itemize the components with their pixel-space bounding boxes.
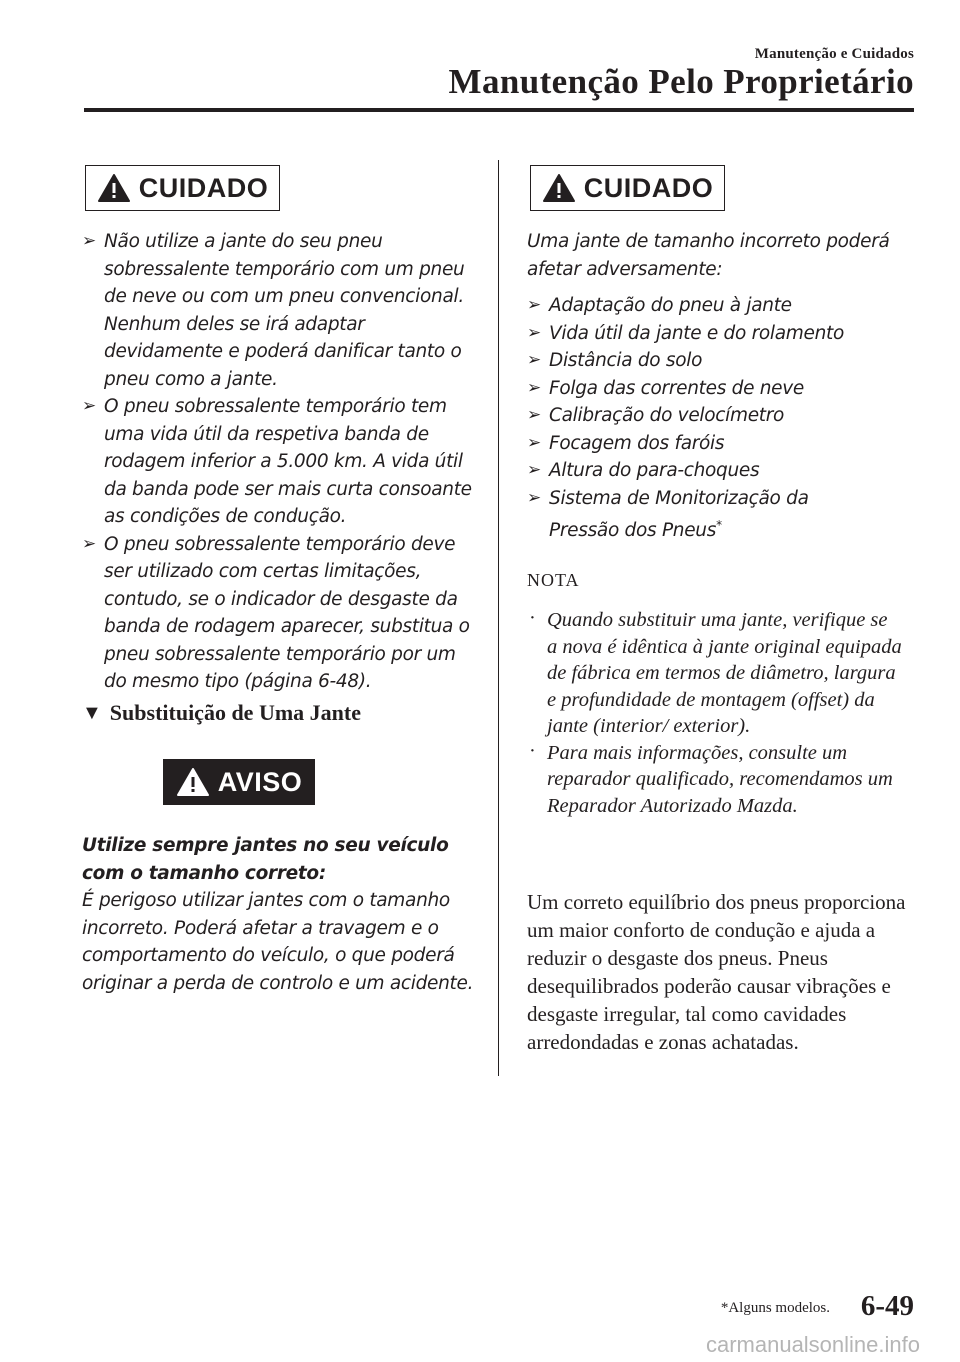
note-item	[527, 740, 902, 820]
list-item-text: O pneu sobressalente temporário deve ser utilizado com certas limitações, contudo, se o indicador de desgaste da banda de rodagem aparecer, substitua o pneu sobressalente temporário por um do mesmo tipo (página 6-48).	[104, 533, 470, 692]
list-item	[82, 531, 472, 696]
caution-label: CUIDADO	[138, 172, 269, 203]
list-item-text: Focagem dos faróis	[549, 432, 725, 454]
arrow-bullet-icon: ➢	[82, 396, 96, 416]
list-item	[82, 393, 472, 531]
arrow-bullet-icon: ➢	[527, 487, 541, 508]
list-item	[527, 430, 917, 458]
caution-box-left	[85, 165, 280, 211]
list-item	[527, 457, 917, 485]
warning-box	[163, 759, 315, 805]
list-item	[527, 402, 917, 430]
warning-triangle-icon	[97, 173, 131, 203]
dot-bullet-icon: ·	[529, 739, 536, 762]
arrow-bullet-icon: ➢	[527, 295, 541, 315]
arrow-bullet-icon: ➢	[527, 377, 541, 398]
subheading-text: Substituição de Uma Jante	[109, 700, 361, 725]
down-triangle-icon: ▼	[82, 701, 102, 724]
arrow-bullet-icon: ➢	[82, 231, 96, 251]
arrow-bullet-icon: ➢	[82, 533, 96, 554]
list-item	[527, 320, 917, 348]
page-number: 6-49	[860, 1290, 914, 1322]
list-item	[527, 485, 869, 545]
warning-content	[82, 832, 474, 997]
caution-list-left	[82, 228, 472, 696]
list-item	[527, 292, 917, 320]
list-item-text: Vida útil da jante e do rolamento	[549, 322, 844, 344]
asterisk-marker: *	[716, 518, 722, 532]
header-section-label: Manutenção e Cuidados	[754, 46, 914, 62]
column-divider	[498, 160, 499, 1076]
page-title: Manutenção Pelo Proprietário	[448, 62, 914, 101]
list-item-text: Adaptação do pneu à jante	[549, 295, 792, 316]
warning-bold-text: Utilize sempre jantes no seu veículo com o tamanho correto:	[82, 835, 449, 884]
arrow-bullet-icon: ➢	[527, 322, 541, 343]
arrow-bullet-icon: ➢	[527, 460, 541, 480]
caution-intro: Uma jante de tamanho incorreto poderá afetar adversamente:	[527, 231, 890, 280]
note-item-text: Para mais informações, consulte um reparador qualificado, recomendamos um Reparador Autorizado Mazda.	[547, 741, 893, 817]
list-item-text: Folga das correntes de neve	[549, 377, 804, 399]
arrow-bullet-icon: ➢	[527, 405, 541, 425]
note-label: NOTA	[527, 570, 580, 590]
note-list	[527, 607, 902, 819]
warning-triangle-icon	[176, 767, 210, 797]
watermark: carmanualsonline.info	[705, 1332, 920, 1357]
caution-label: CUIDADO	[583, 172, 714, 203]
arrow-bullet-icon: ➢	[527, 432, 541, 453]
warning-text: É perigoso utilizar jantes com o tamanho incorreto. Poderá afetar a travagem e o comportamento do veículo, o que poderá originar a perda de controlo e um acidente.	[82, 890, 474, 994]
caution-box-right	[530, 165, 725, 211]
list-item	[527, 375, 917, 403]
list-item	[82, 228, 472, 393]
list-item-text: Calibração do velocímetro	[549, 405, 785, 426]
list-item-text: Distância do solo	[549, 350, 703, 371]
dot-bullet-icon: ·	[529, 607, 536, 629]
footer-note: *Alguns modelos.	[720, 1300, 830, 1316]
caution-list-right	[527, 292, 917, 545]
note-item-text: Quando substituir uma jante, verifique se a nova é idêntica à jante original equipada de fábrica em termos de diâmetro, largura e profundidade de montagem (offset) da jante (interior/ exterior).	[547, 609, 902, 737]
header-rule	[84, 108, 914, 112]
list-item	[527, 347, 917, 375]
body-paragraph: Um correto equilíbrio dos pneus proporciona um maior conforto de condução e ajuda a reduzir o desgaste dos pneus. Pneus desequilibrados poderão causar vibrações e desgaste irregular, tal como cavidades arredondadas e zonas achatadas.	[527, 890, 906, 1054]
list-item-text: Altura do para-choques	[549, 460, 760, 481]
arrow-bullet-icon: ➢	[527, 350, 541, 370]
note-item	[527, 607, 902, 740]
warning-label: AVISO	[217, 766, 303, 797]
list-item-text: O pneu sobressalente temporário tem uma vida útil da respetiva banda de rodagem inferior a 5.000 km. A vida útil da banda pode ser mais curta consoante as condições de condução.	[104, 396, 472, 527]
subheading	[82, 700, 361, 726]
list-item-text: Sistema de Monitorização da Pressão dos Pneus	[549, 487, 809, 542]
list-item-text: Não utilize a jante do seu pneu sobressalente temporário com um pneu de neve ou com um pneu convencional. Nenhum deles se irá adaptar devidamente e poderá danificar tanto o pneu como a jante.	[104, 231, 465, 390]
warning-triangle-icon	[542, 173, 576, 203]
